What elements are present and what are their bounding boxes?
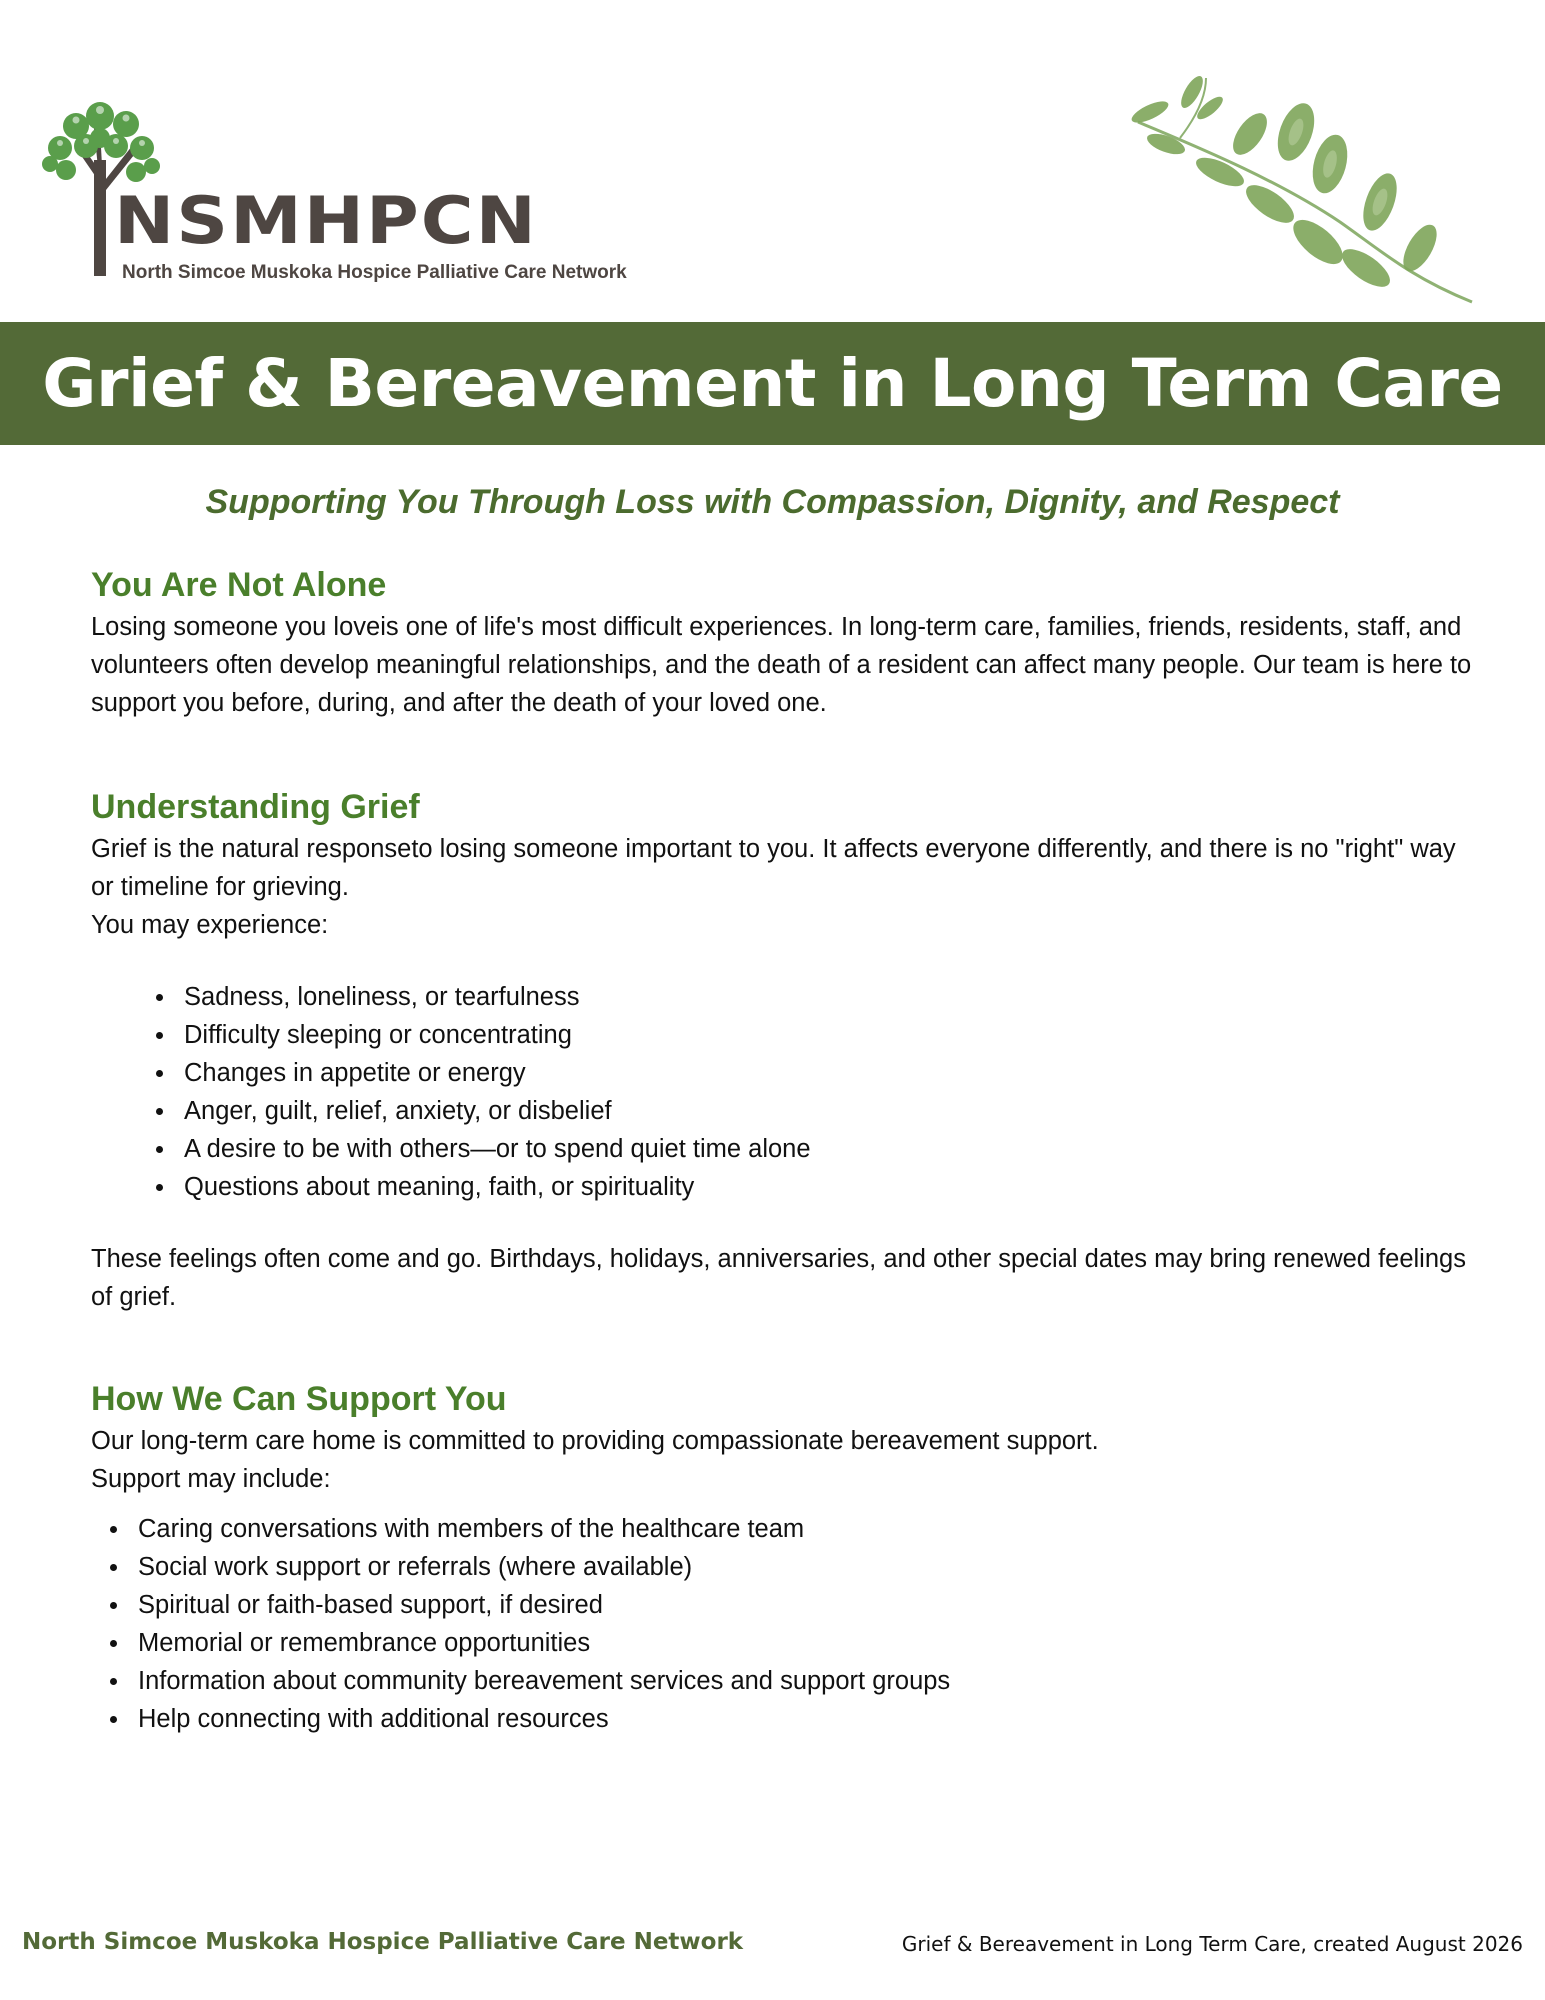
section-paragraph: Support may include: bbox=[91, 1465, 331, 1493]
section-understanding-grief bbox=[91, 784, 1481, 1316]
section-support bbox=[91, 1376, 1481, 1738]
nsmhpcn-logo bbox=[36, 88, 676, 288]
leaf-branch-icon bbox=[1120, 72, 1480, 312]
section-paragraph: Grief is the natural responseto losing someone important to you. It affects everyone differently, and there is no "right" way or timeline for grieving. bbox=[91, 835, 1456, 901]
list-item: Caring conversations with members of the healthcare team bbox=[138, 1510, 1481, 1548]
list-item: Help connecting with additional resources bbox=[138, 1700, 1481, 1738]
logo-acronym: NSMHPCN bbox=[114, 182, 538, 259]
list-item: Spiritual or faith-based support, if desired bbox=[138, 1586, 1481, 1624]
list-item: Information about community bereavement services and support groups bbox=[138, 1662, 1481, 1700]
section-paragraph: Losing someone you loveis one of life's most difficult experiences. In long-term care, families, friends, residents, staff, and volunteers often develop meaningful relationships, and the death of a resident can affect many people. Our team is here to support you before, during, and after the death of your loved one. bbox=[91, 613, 1472, 717]
footer-organization: North Simcoe Muskoka Hospice Palliative Care Network bbox=[22, 1929, 744, 1955]
main-content bbox=[91, 562, 1481, 1738]
grief-experience-list bbox=[91, 978, 1481, 1206]
section-heading: How We Can Support You bbox=[91, 1380, 507, 1418]
section-paragraph: These feelings often come and go. Birthdays, holidays, anniversaries, and other special dates may bring renewed feelings of grief. bbox=[91, 1245, 1466, 1311]
logo-fullname: North Simcoe Muskoka Hospice Palliative Care Network bbox=[122, 262, 627, 283]
list-item: Social work support or referrals (where available) bbox=[138, 1548, 1481, 1586]
list-item: Difficulty sleeping or concentrating bbox=[184, 1016, 1481, 1054]
list-item: Changes in appetite or energy bbox=[184, 1054, 1481, 1092]
list-item: Anger, guilt, relief, anxiety, or disbelief bbox=[184, 1092, 1481, 1130]
support-list bbox=[91, 1510, 1481, 1738]
list-item: A desire to be with others—or to spend quiet time alone bbox=[184, 1130, 1481, 1168]
list-item: Memorial or remembrance opportunities bbox=[138, 1624, 1481, 1662]
list-item: Sadness, loneliness, or tearfulness bbox=[184, 978, 1481, 1016]
section-paragraph: You may experience: bbox=[91, 911, 329, 939]
page-title: Grief & Bereavement in Long Term Care bbox=[42, 345, 1503, 422]
page-header bbox=[0, 0, 1545, 322]
title-band bbox=[0, 322, 1545, 445]
section-heading: You Are Not Alone bbox=[91, 566, 387, 604]
list-item: Questions about meaning, faith, or spirituality bbox=[184, 1168, 1481, 1206]
section-heading: Understanding Grief bbox=[91, 788, 420, 826]
footer-document-note: Grief & Bereavement in Long Term Care, created August 2026 bbox=[901, 1932, 1523, 1956]
section-not-alone bbox=[91, 562, 1481, 722]
section-paragraph: Our long-term care home is committed to providing compassionate bereavement support. bbox=[91, 1427, 1099, 1455]
page-subtitle: Supporting You Through Loss with Compassion, Dignity, and Respect bbox=[205, 483, 1340, 521]
